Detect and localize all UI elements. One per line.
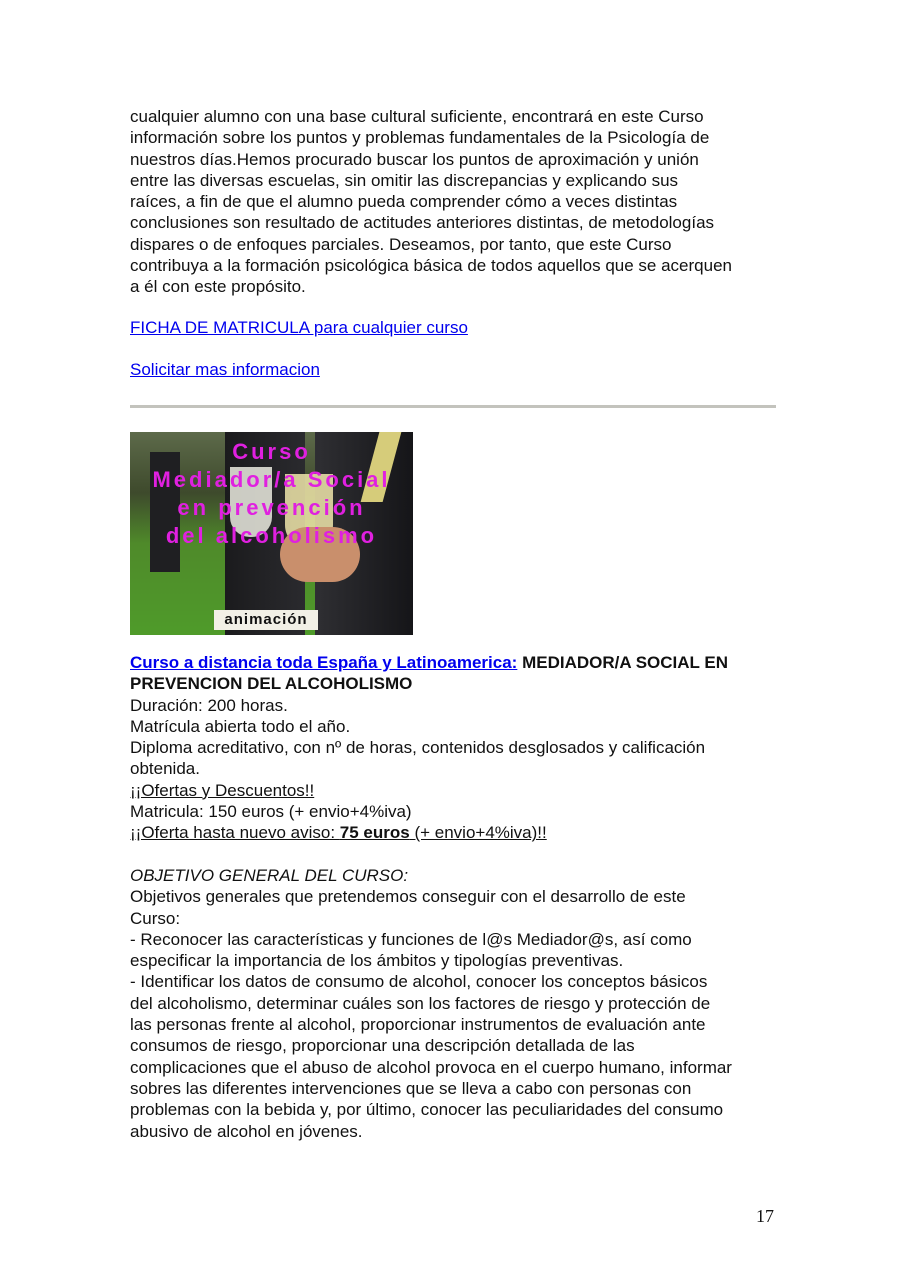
page-number: 17 bbox=[756, 1206, 774, 1226]
text-line: conclusiones son resultado de actitudes anteriores distintas, de metodologías bbox=[130, 213, 715, 233]
banner-logo: animación bbox=[214, 610, 318, 630]
text-line: del alcoholismo, determinar cuáles son los factores de riesgo y protección de bbox=[130, 993, 711, 1013]
course-title: MEDIADOR/A SOCIAL EN bbox=[517, 653, 728, 672]
text-line: nuestros días.Hemos procurado buscar los puntos de aproximación y unión bbox=[130, 149, 699, 169]
course-title-cont: PREVENCION DEL ALCOHOLISMO bbox=[130, 674, 413, 694]
course-enrollment: Matrícula abierta todo el año. bbox=[130, 716, 351, 736]
text-line: información sobre los puntos y problemas fundamentales de la Psicología de bbox=[130, 128, 710, 148]
text-line: raíces, a fin de que el alumno pueda comprender cómo a veces distintas bbox=[130, 192, 678, 212]
text-line: dispares o de enfoques parciales. Deseamos, por tanto, que este Curso bbox=[130, 234, 672, 254]
course-link[interactable]: Curso a distancia toda España y Latinoamerica: bbox=[130, 653, 518, 672]
intro-paragraph bbox=[130, 106, 790, 298]
text-line: contribuya a la formación psicológica básica de todos aquellos que se acerquen bbox=[130, 256, 732, 276]
course-price: Matricula: 150 euros (+ envio+4%iva) bbox=[130, 802, 412, 822]
banner-title: Curso Mediador/a Social en prevención del alcoholismo bbox=[152, 439, 391, 548]
text-line: las personas frente al alcohol, proporcionar instrumentos de evaluación ante bbox=[130, 1015, 706, 1035]
course-banner-image bbox=[130, 432, 413, 635]
offer-text: ¡¡Oferta hasta nuevo aviso: 75 euros (+ envio+4%iva)!! bbox=[130, 823, 547, 843]
text-line: especificar la importancia de los ámbitos y tipologías preventivas. bbox=[130, 951, 624, 971]
course-details bbox=[130, 652, 790, 1142]
text-line: complicaciones que el abuso de alcohol provoca en el cuerpo humano, informar bbox=[130, 1057, 732, 1077]
text-line: - Reconocer las características y funciones de l@s Mediador@s, así como bbox=[130, 929, 692, 949]
text-line: a él con este propósito. bbox=[130, 277, 306, 297]
text-line: Objetivos generales que pretendemos conseguir con el desarrollo de este bbox=[130, 887, 686, 907]
request-info-link[interactable]: Solicitar mas informacion bbox=[130, 360, 320, 379]
course-duration: Duración: 200 horas. bbox=[130, 695, 288, 715]
enrollment-form-link[interactable]: FICHA DE MATRICULA para cualquier curso bbox=[130, 318, 468, 337]
text-line: consumos de riesgo, proporcionar una descripción detallada de las bbox=[130, 1036, 635, 1056]
text-line: Curso: bbox=[130, 908, 181, 928]
course-diploma: Diploma acreditativo, con nº de horas, contenidos desglosados y calificación bbox=[130, 738, 706, 758]
text-line: - Identificar los datos de consumo de alcohol, conocer los conceptos básicos bbox=[130, 972, 708, 992]
text-line: abusivo de alcohol en jóvenes. bbox=[130, 1121, 363, 1141]
text-line: problemas con la bebida y, por último, conocer las peculiaridades del consumo bbox=[130, 1100, 724, 1120]
offer-price: 75 euros bbox=[339, 823, 410, 843]
text-line: entre las diversas escuelas, sin omitir las discrepancias y explicando sus bbox=[130, 170, 679, 190]
offers-text: ¡¡Ofertas y Descuentos!! bbox=[130, 780, 315, 800]
text-line: cualquier alumno con una base cultural suficiente, encontrará en este Curso bbox=[130, 107, 704, 126]
text-line: sobres las diferentes intervenciones que se lleva a cabo con personas con bbox=[130, 1078, 692, 1098]
section-divider bbox=[130, 405, 776, 408]
objective-heading: OBJETIVO GENERAL DEL CURSO: bbox=[130, 865, 409, 885]
course-diploma-cont: obtenida. bbox=[130, 759, 200, 779]
